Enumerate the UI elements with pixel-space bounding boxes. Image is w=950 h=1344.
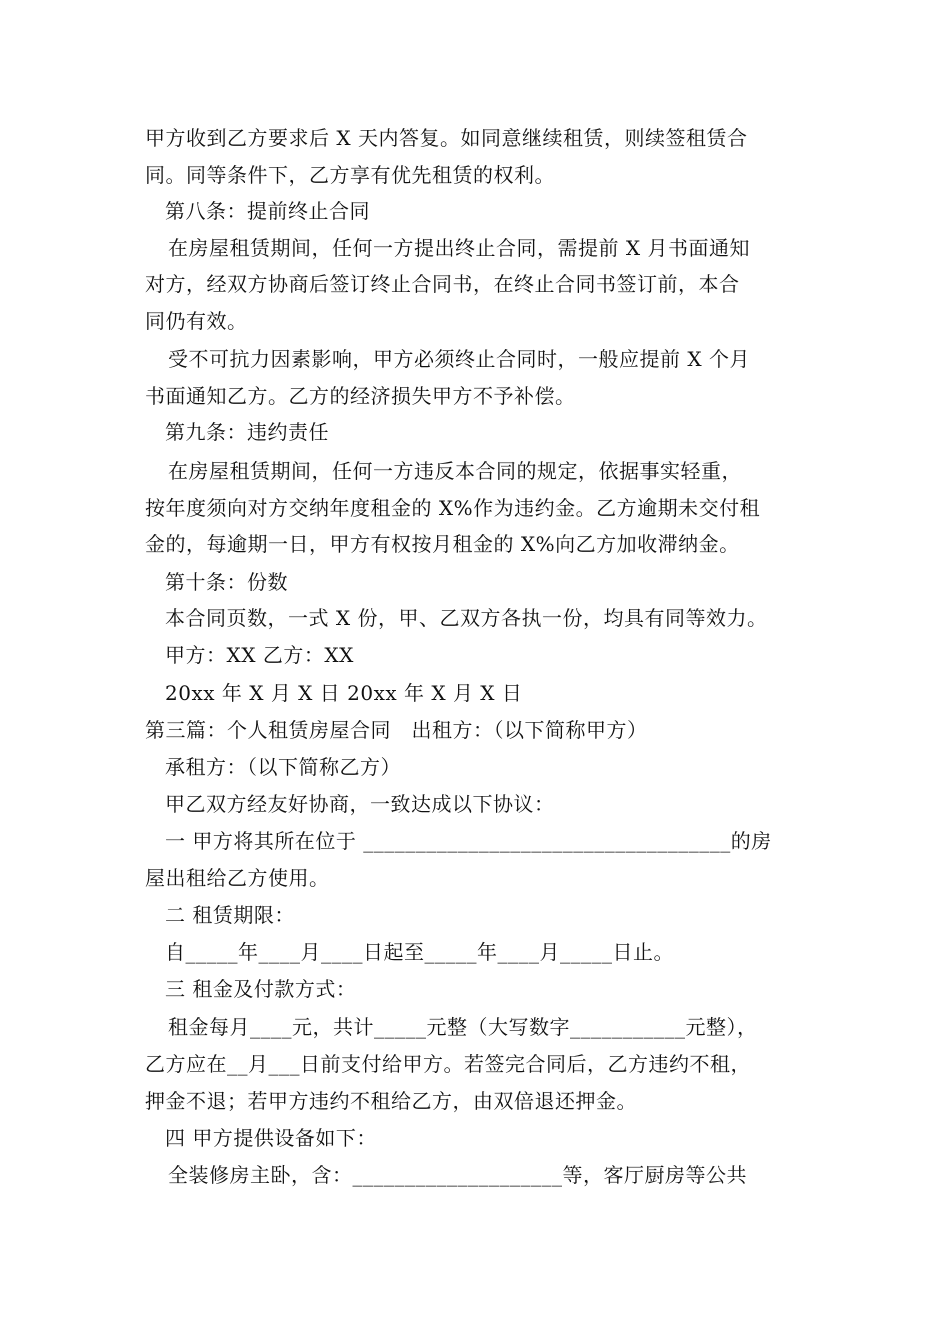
- signature-date-line: 20xx 年 X 月 X 日 20xx 年 X 月 X 日: [165, 681, 523, 705]
- article-9-heading: 第九条：违约责任: [165, 420, 329, 444]
- lease-term-line: 自_____年____月____日起至_____年____月_____日止。: [165, 940, 674, 964]
- text-line-29: 全装修房主卧，含：____________________等，客厅厨房等公共: [168, 1163, 747, 1187]
- article-8-heading: 第八条：提前终止合同: [165, 199, 370, 223]
- text-line-11: 按年度须向对方交纳年度租金的 X%作为违约金。乙方逾期未交付租: [145, 496, 761, 520]
- text-line-5: 对方，经双方协商后签订终止合同书，在终止合同书签订前，本合: [145, 272, 740, 296]
- text-line-8: 书面通知乙方。乙方的经济损失甲方不予补偿。: [145, 384, 576, 408]
- text-line-12: 金的，每逾期一日，甲方有权按月租金的 X%向乙方加收滞纳金。: [145, 532, 740, 556]
- clause-2-heading: 二 租赁期限：: [165, 903, 295, 927]
- text-line-18: 承租方：（以下简称乙方）: [165, 755, 401, 779]
- text-line-2: 同。同等条件下，乙方享有优先租赁的权利。: [145, 163, 555, 187]
- text-line-10: 在房屋租赁期间，任何一方违反本合同的规定，依据事实轻重，: [168, 459, 742, 483]
- text-line-27: 押金不退；若甲方违约不租给乙方，由双倍退还押金。: [145, 1089, 637, 1113]
- signature-parties-line: 甲方：XX 乙方：XX: [165, 643, 354, 667]
- text-line-26: 乙方应在__月___日前支付给甲方。若签完合同后，乙方违约不租，: [145, 1052, 751, 1076]
- clause-4-heading: 四 甲方提供设备如下：: [165, 1126, 377, 1150]
- rent-line: 租金每月____元，共计_____元整（大写数字___________元整），: [168, 1015, 758, 1039]
- text-line-1: 甲方收到乙方要求后 X 天内答复。如同意继续租赁，则续签租赁合: [145, 126, 748, 150]
- clause-1-line: 一 甲方将其所在位于 ___________________________________的房: [165, 829, 772, 853]
- part-3-heading: 第三篇：个人租赁房屋合同 出租方：（以下简称甲方）: [145, 718, 648, 742]
- text-line-6: 同仍有效。: [145, 309, 248, 333]
- text-line-19: 甲乙双方经友好协商，一致达成以下协议：: [165, 792, 555, 816]
- text-line-14: 本合同页数，一式 X 份，甲、乙双方各执一份，均具有同等效力。: [165, 606, 768, 630]
- article-10-heading: 第十条：份数: [165, 570, 288, 594]
- text-line-4: 在房屋租赁期间，任何一方提出终止合同，需提前 X 月书面通知: [168, 236, 750, 260]
- clause-3-heading: 三 租金及付款方式：: [165, 977, 357, 1001]
- text-line-21: 屋出租给乙方使用。: [145, 866, 330, 890]
- text-line-7: 受不可抗力因素影响，甲方必须终止合同时，一般应提前 X 个月: [168, 347, 750, 371]
